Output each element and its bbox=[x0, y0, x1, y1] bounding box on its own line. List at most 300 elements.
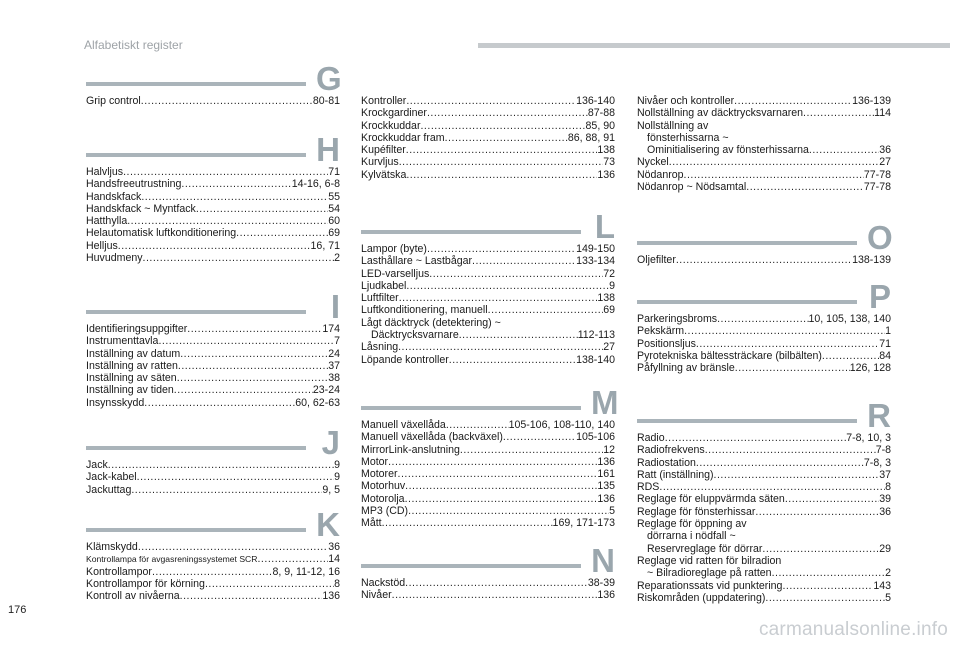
index-section bbox=[86, 126, 340, 264]
entry-term: Pyrotekniska bältessträckare (bilbälten) bbox=[637, 349, 822, 362]
watermark: carmanualsonline.info bbox=[758, 619, 948, 640]
dot-leader bbox=[503, 431, 576, 443]
index-entry bbox=[637, 325, 891, 337]
index-section bbox=[637, 95, 891, 193]
entry-pages: 105-106, 108-110, 140 bbox=[508, 419, 615, 431]
entry-pages: 27 bbox=[603, 341, 615, 354]
entry-term: Manuell växellåda bbox=[361, 419, 446, 431]
entry-term: Ratt (inställning) bbox=[637, 468, 714, 481]
page-number: 176 bbox=[8, 604, 27, 616]
section-rule bbox=[86, 153, 306, 157]
dot-leader bbox=[803, 107, 874, 119]
entry-pages: 136-140 bbox=[576, 95, 615, 107]
index-entry bbox=[361, 468, 615, 480]
entry-pages: 14 bbox=[328, 553, 340, 566]
dot-leader bbox=[108, 459, 334, 471]
entry-pages: 37 bbox=[879, 468, 891, 481]
entry-pages: 136 bbox=[597, 492, 615, 505]
dot-leader bbox=[196, 203, 328, 215]
index-entry bbox=[86, 471, 340, 483]
dot-leader bbox=[459, 329, 578, 341]
section-header bbox=[86, 126, 340, 166]
entry-pages: 5 bbox=[609, 505, 615, 518]
header-bar bbox=[478, 43, 950, 48]
dot-leader bbox=[141, 191, 328, 203]
index-entry: Lågt däcktryck (detektering) ~ bbox=[361, 316, 501, 329]
dot-leader bbox=[181, 178, 291, 190]
entry-term: Kontrollampor bbox=[86, 565, 152, 578]
entry-term: Motorer bbox=[361, 468, 398, 481]
entry-pages: 54 bbox=[328, 202, 340, 215]
entry-pages: 7-8 bbox=[875, 444, 891, 457]
entry-pages: 169, 171-173 bbox=[552, 517, 615, 530]
index-entry: Reglage vid ratten för bilradion bbox=[637, 554, 782, 567]
entry-term: Helautomatisk luftkonditionering bbox=[86, 227, 237, 240]
index-section bbox=[86, 55, 340, 107]
entry-term: Krockkuddar bbox=[361, 119, 421, 132]
entry-pages: 136 bbox=[322, 590, 340, 603]
entry-pages: 9, 5 bbox=[322, 483, 340, 496]
index-entry bbox=[637, 313, 891, 325]
section-header bbox=[361, 379, 619, 421]
entry-pages: 73 bbox=[603, 156, 615, 169]
index-entry bbox=[361, 419, 615, 431]
section-header bbox=[637, 273, 891, 313]
entry-pages: 1 bbox=[885, 325, 891, 338]
index-entry bbox=[637, 156, 891, 168]
dot-leader bbox=[180, 590, 323, 602]
dot-leader bbox=[398, 468, 598, 480]
entry-term: Löpande kontroller bbox=[361, 353, 449, 366]
dot-leader bbox=[236, 227, 328, 239]
section-rule bbox=[361, 564, 581, 568]
index-entry bbox=[86, 553, 340, 565]
dot-leader bbox=[427, 107, 588, 119]
dot-leader bbox=[714, 469, 880, 481]
dot-leader bbox=[152, 566, 273, 578]
index-entry bbox=[361, 341, 615, 353]
section-header bbox=[637, 214, 891, 254]
index-entry bbox=[637, 481, 891, 493]
entry-pages: 86, 88, 91 bbox=[567, 131, 615, 144]
index-entry bbox=[86, 240, 340, 252]
section-letter: K bbox=[316, 506, 340, 543]
dot-leader bbox=[118, 240, 311, 252]
entry-term: Handskfack ~ Myntfack bbox=[86, 202, 196, 215]
entry-pages: 7-8, 10, 3 bbox=[846, 432, 891, 444]
dot-leader bbox=[205, 578, 334, 590]
dot-leader bbox=[449, 354, 576, 366]
entry-term: Krockgardiner bbox=[361, 107, 427, 120]
entry-term: Helljus bbox=[86, 239, 118, 252]
dot-leader bbox=[174, 384, 313, 396]
index-entry bbox=[637, 469, 891, 481]
entry-term: Kontrollampa för avgasreningssystemet SCR bbox=[86, 554, 258, 565]
entry-pages: 138 bbox=[597, 144, 615, 157]
entry-term: Låsning bbox=[361, 341, 399, 354]
index-entry bbox=[637, 144, 891, 156]
index-entry bbox=[86, 459, 340, 471]
entry-term: Mått bbox=[361, 517, 382, 530]
entry-pages: 38-39 bbox=[587, 577, 615, 589]
dot-leader bbox=[785, 493, 879, 505]
entry-pages: 72 bbox=[603, 267, 615, 280]
entry-pages: 136 bbox=[597, 455, 615, 468]
section-letter: M bbox=[591, 384, 619, 421]
dot-leader bbox=[684, 325, 885, 337]
entry-pages: 69 bbox=[328, 227, 340, 240]
dot-leader bbox=[809, 144, 879, 156]
index-entry bbox=[637, 338, 891, 350]
index-entry bbox=[361, 354, 615, 366]
index-entry bbox=[361, 456, 615, 468]
index-entry bbox=[86, 360, 340, 372]
index-entry bbox=[361, 480, 615, 492]
entry-term: Radiostation bbox=[637, 456, 696, 469]
index-entry bbox=[361, 169, 615, 181]
index-entry bbox=[86, 335, 340, 347]
entry-term: Positionsljus bbox=[637, 337, 696, 350]
dot-leader bbox=[472, 255, 576, 267]
entry-term: Nödanrop bbox=[637, 168, 684, 181]
entry-term: Nivåer bbox=[361, 589, 392, 602]
index-entry bbox=[637, 169, 891, 181]
entry-term: MP3 (CD) bbox=[361, 505, 409, 518]
dot-leader bbox=[676, 254, 852, 266]
dot-leader bbox=[696, 338, 879, 350]
dot-leader bbox=[257, 553, 328, 565]
dot-leader bbox=[488, 304, 604, 316]
dot-leader bbox=[405, 493, 598, 505]
entry-pages: 60, 62-63 bbox=[295, 396, 340, 409]
dot-leader bbox=[405, 480, 597, 492]
index-entry bbox=[361, 505, 615, 517]
index-entry bbox=[637, 592, 891, 604]
dot-leader bbox=[684, 169, 864, 181]
entry-term: Huvudmeny bbox=[86, 252, 143, 265]
entry-pages: 138 bbox=[597, 292, 615, 305]
index-entry: Reglage för öppning av bbox=[637, 518, 747, 531]
entry-term: Kontroller bbox=[361, 95, 407, 107]
dot-leader bbox=[180, 348, 328, 360]
entry-term: Påfyllning av bränsle bbox=[637, 362, 735, 375]
index-entry bbox=[361, 156, 615, 168]
entry-term: Inställning av datum bbox=[86, 347, 181, 360]
entry-pages: 55 bbox=[328, 190, 340, 203]
entry-term: Reglage för fönsterhissar bbox=[637, 505, 756, 518]
entry-pages: 29 bbox=[879, 542, 891, 555]
entry-term: Motor bbox=[361, 455, 389, 468]
dot-leader bbox=[143, 252, 335, 264]
section-header bbox=[361, 203, 615, 243]
index-entry bbox=[86, 323, 340, 335]
entry-pages: 112-113 bbox=[577, 329, 615, 342]
entry-pages: 174 bbox=[322, 323, 340, 335]
entry-term: Identifieringsuppgifter bbox=[86, 323, 188, 335]
index-entry bbox=[361, 243, 615, 255]
entry-pages: 149-150 bbox=[576, 243, 615, 255]
dot-leader bbox=[446, 419, 509, 431]
entry-pages: 37 bbox=[328, 359, 340, 372]
index-entry: fönsterhissarna ~ bbox=[647, 131, 729, 144]
entry-term: Parkeringsbroms bbox=[637, 313, 718, 325]
entry-term: Radio bbox=[637, 432, 665, 444]
section-rule bbox=[86, 310, 306, 314]
entry-term: Nödanrop ~ Nödsamtal bbox=[637, 181, 747, 194]
entry-term: RDS bbox=[637, 481, 660, 494]
entry-term: Ljudkabel bbox=[361, 279, 407, 292]
entry-pages: 10, 105, 138, 140 bbox=[808, 313, 891, 325]
entry-term: Lasthållare ~ Lastbågar bbox=[361, 255, 473, 268]
entry-term: Kurvljus bbox=[361, 156, 399, 169]
entry-pages: 7-8, 3 bbox=[863, 456, 891, 469]
entry-pages: 77-78 bbox=[863, 168, 891, 181]
entry-term: Jack bbox=[86, 459, 108, 471]
index-entry bbox=[361, 329, 615, 341]
index-entry bbox=[637, 567, 891, 579]
entry-term: LED-varselljus bbox=[361, 267, 430, 280]
index-entry bbox=[361, 431, 615, 443]
index-entry bbox=[361, 444, 615, 456]
index-entry bbox=[637, 432, 891, 444]
index-section bbox=[361, 203, 615, 366]
dot-leader bbox=[137, 471, 334, 483]
entry-term: Kontrollampor för körning bbox=[86, 577, 205, 590]
index-entry bbox=[361, 268, 615, 280]
entry-term: Pekskärm bbox=[637, 325, 685, 338]
dot-leader bbox=[665, 432, 847, 444]
dot-leader bbox=[382, 517, 553, 529]
section-letter: P bbox=[868, 278, 891, 315]
index-entry bbox=[637, 362, 891, 374]
entry-term: ~ Bilradioreglage på ratten bbox=[647, 567, 772, 580]
index-entry bbox=[86, 578, 340, 590]
entry-term: MirrorLink-anslutning bbox=[361, 443, 460, 456]
entry-term: Klämskydd bbox=[86, 541, 138, 553]
entry-pages: 23-24 bbox=[312, 384, 340, 397]
dot-leader bbox=[131, 484, 322, 496]
index-section bbox=[637, 273, 891, 374]
section-rule bbox=[86, 528, 306, 532]
index-entry bbox=[637, 350, 891, 362]
entry-pages: 8 bbox=[885, 481, 891, 494]
index-entry bbox=[86, 541, 340, 553]
section-header bbox=[86, 419, 340, 459]
dot-leader bbox=[405, 577, 588, 589]
entry-pages: 39 bbox=[879, 493, 891, 506]
section-letter: I bbox=[330, 288, 340, 325]
section-letter: J bbox=[321, 424, 340, 461]
index-entry bbox=[637, 580, 891, 592]
entry-pages: 9 bbox=[334, 459, 340, 471]
index-entry bbox=[86, 166, 340, 178]
index-section bbox=[86, 283, 340, 409]
index-section bbox=[86, 501, 340, 602]
index-entry bbox=[361, 255, 615, 267]
dot-leader bbox=[399, 292, 598, 304]
entry-pages: 85, 90 bbox=[585, 119, 615, 132]
dot-leader bbox=[460, 444, 603, 456]
dot-leader bbox=[406, 144, 598, 156]
entry-pages: 27 bbox=[879, 156, 891, 169]
index-entry bbox=[361, 144, 615, 156]
entry-term: Luftkonditionering, manuell bbox=[361, 304, 488, 317]
index-section bbox=[361, 95, 615, 181]
dot-leader bbox=[127, 215, 328, 227]
entry-pages: 133-134 bbox=[576, 255, 615, 268]
entry-pages: 36 bbox=[879, 505, 891, 518]
entry-term: Reservreglage för dörrar bbox=[647, 542, 763, 555]
entry-term: Oljefilter bbox=[637, 254, 676, 266]
dot-leader bbox=[141, 95, 313, 107]
entry-term: Handskfack bbox=[86, 190, 142, 203]
dot-leader bbox=[735, 362, 850, 374]
entry-term: Nollställning av däcktrycksvarnaren bbox=[637, 107, 804, 120]
entry-term: Inställning av säten bbox=[86, 372, 177, 385]
entry-pages: 84 bbox=[879, 349, 891, 362]
section-letter: L bbox=[594, 208, 615, 245]
entry-pages: 9 bbox=[609, 279, 615, 292]
entry-pages: 71 bbox=[879, 337, 891, 350]
section-letter: H bbox=[316, 131, 340, 168]
dot-leader bbox=[705, 444, 876, 456]
entry-term: Manuell växellåda (backväxel) bbox=[361, 431, 503, 444]
index-entry bbox=[637, 457, 891, 469]
entry-term: Inställning av ratten bbox=[86, 359, 178, 372]
dot-leader bbox=[408, 505, 609, 517]
entry-term: Motorolja bbox=[361, 492, 405, 505]
entry-pages: 114 bbox=[874, 107, 891, 120]
dot-leader bbox=[429, 268, 603, 280]
entry-term: Lampor (byte) bbox=[361, 243, 427, 255]
index-entry bbox=[361, 132, 615, 144]
dot-leader bbox=[178, 360, 328, 372]
dot-leader bbox=[420, 120, 585, 132]
entry-term: Handsfreeutrustning bbox=[86, 178, 182, 191]
index-entry bbox=[86, 384, 340, 396]
entry-term: Instrumenttavla bbox=[86, 335, 159, 348]
dot-leader bbox=[717, 313, 808, 325]
index-section bbox=[361, 379, 619, 530]
section-header bbox=[361, 537, 615, 577]
index-entry bbox=[361, 292, 615, 304]
section-rule bbox=[361, 230, 581, 234]
entry-pages: 143 bbox=[873, 579, 891, 592]
index-entry bbox=[86, 178, 340, 190]
entry-pages: 14-16, 6-8 bbox=[291, 178, 340, 191]
dot-leader bbox=[398, 341, 603, 353]
dot-leader bbox=[669, 156, 879, 168]
section-rule bbox=[86, 446, 306, 450]
entry-term: Kylvätska bbox=[361, 168, 407, 181]
dot-leader bbox=[144, 397, 295, 409]
entry-pages: 36 bbox=[328, 541, 340, 553]
dot-leader bbox=[445, 132, 568, 144]
entry-term: Grip control bbox=[86, 95, 141, 107]
entry-pages: 16, 71 bbox=[310, 239, 340, 252]
entry-term: Reglage för eluppvärmda säten bbox=[637, 493, 785, 506]
entry-pages: 36 bbox=[879, 144, 891, 157]
index-entry bbox=[637, 493, 891, 505]
index-entry bbox=[86, 215, 340, 227]
index-entry: dörrarna i nödfall ~ bbox=[647, 530, 736, 543]
index-entry bbox=[86, 566, 340, 578]
entry-term: Jackuttag bbox=[86, 483, 132, 496]
entry-pages: 8, 9, 11-12, 16 bbox=[272, 565, 340, 578]
entry-pages: 2 bbox=[885, 567, 891, 580]
section-header bbox=[86, 501, 340, 541]
dot-leader bbox=[177, 372, 329, 384]
entry-term: Jack-kabel bbox=[86, 471, 137, 484]
dot-leader bbox=[158, 335, 334, 347]
section-header bbox=[86, 283, 340, 323]
entry-pages: 69 bbox=[603, 304, 615, 317]
section-rule bbox=[361, 406, 581, 410]
index-entry bbox=[637, 181, 891, 193]
entry-term: Nivåer och kontroller bbox=[637, 95, 735, 107]
entry-pages: 105-106 bbox=[576, 431, 615, 444]
entry-pages: 5 bbox=[885, 591, 891, 604]
entry-pages: 2 bbox=[334, 252, 340, 265]
dot-leader bbox=[187, 323, 322, 335]
entry-pages: 138-140 bbox=[576, 353, 615, 366]
entry-term: Luftfilter bbox=[361, 292, 399, 305]
dot-leader bbox=[123, 166, 328, 178]
dot-leader bbox=[406, 280, 609, 292]
index-entry bbox=[361, 304, 615, 316]
entry-pages: 77-78 bbox=[863, 181, 891, 194]
section-letter: R bbox=[867, 397, 891, 434]
dot-leader bbox=[696, 457, 864, 469]
entry-pages: 71 bbox=[328, 166, 340, 178]
entry-pages: 87-88 bbox=[587, 107, 615, 120]
entry-pages: 136-139 bbox=[852, 95, 891, 107]
entry-pages: 136 bbox=[597, 589, 615, 602]
entry-term: Nyckel bbox=[637, 156, 669, 169]
entry-pages: 135 bbox=[597, 480, 615, 493]
dot-leader bbox=[392, 589, 598, 601]
section-header bbox=[637, 392, 891, 432]
index-section bbox=[86, 419, 340, 496]
section-letter: G bbox=[316, 60, 342, 97]
index-entry bbox=[637, 95, 891, 107]
entry-term: Halvljus bbox=[86, 166, 124, 178]
index-section bbox=[361, 537, 615, 602]
index-entry bbox=[86, 227, 340, 239]
dot-leader bbox=[762, 543, 879, 555]
section-rule bbox=[637, 241, 857, 245]
section-rule bbox=[637, 300, 857, 304]
entry-term: Ominitialisering av fönsterhissarna bbox=[647, 144, 809, 157]
index-entry: Nollställning av bbox=[637, 119, 709, 132]
index-entry bbox=[86, 372, 340, 384]
entry-pages: 24 bbox=[328, 347, 340, 360]
section-rule bbox=[86, 82, 306, 86]
entry-pages: 80-81 bbox=[312, 95, 340, 107]
entry-term: Nackstöd bbox=[361, 577, 406, 589]
index-entry bbox=[361, 280, 615, 292]
dot-leader bbox=[772, 567, 886, 579]
index-entry bbox=[637, 444, 891, 456]
index-entry bbox=[86, 484, 340, 496]
entry-term: Kupéfilter bbox=[361, 144, 406, 157]
index-entry bbox=[86, 95, 340, 107]
dot-leader bbox=[406, 169, 597, 181]
entry-pages: 136 bbox=[597, 168, 615, 181]
index-entry bbox=[637, 107, 891, 119]
entry-term: Riskområden (uppdatering) bbox=[637, 591, 766, 604]
section-letter: O bbox=[867, 219, 893, 256]
